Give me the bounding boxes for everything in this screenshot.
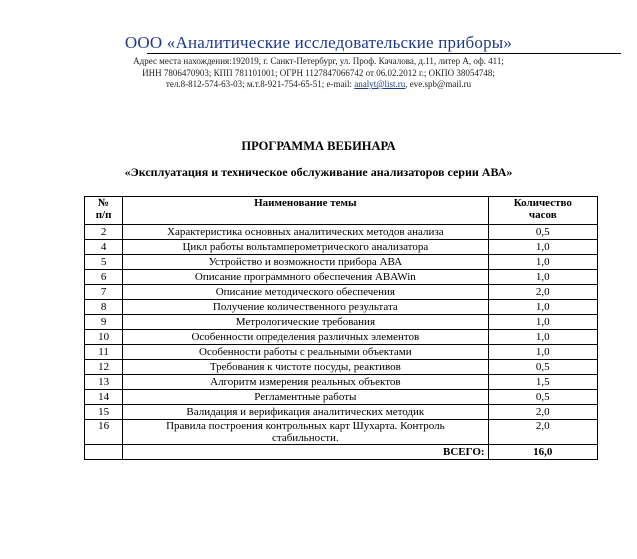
row-number: 13 xyxy=(85,375,123,390)
column-header-hours-line2: часов xyxy=(528,209,557,221)
row-number: 10 xyxy=(85,330,123,345)
row-topic-line1: Правила построения контрольных карт Шухарта. Контроль xyxy=(166,420,445,432)
contact-line xyxy=(0,79,637,91)
row-number: 4 xyxy=(85,240,123,255)
column-header-hours xyxy=(488,197,597,225)
table-row xyxy=(85,330,598,345)
total-label: ВСЕГО: xyxy=(123,445,488,460)
row-number: 7 xyxy=(85,285,123,300)
address-line: Адрес места нахождения:192019, г. Санкт-Петербург, ул. Проф. Качалова, д.11, литер А, оф. 411; xyxy=(133,56,504,66)
row-hours: 2,0 xyxy=(488,420,597,445)
column-header-number xyxy=(85,197,123,225)
contact-prefix: тел.8-812-574-63-03; м.т.8-921-754-65-51; e-mail: xyxy=(165,79,353,89)
column-header-hours-line1: Количество xyxy=(513,197,572,209)
document-title: ПРОГРАММА ВЕБИНАРА xyxy=(241,139,396,153)
row-number: 16 xyxy=(85,420,123,445)
row-hours: 1,0 xyxy=(488,255,597,270)
email-link-1[interactable]: analyt@list.ru xyxy=(354,79,406,89)
table-row xyxy=(85,420,598,445)
table-row xyxy=(85,240,598,255)
row-hours: 1,0 xyxy=(488,300,597,315)
row-hours: 1,0 xyxy=(488,345,597,360)
table-row xyxy=(85,285,598,300)
row-number: 6 xyxy=(85,270,123,285)
row-number: 14 xyxy=(85,390,123,405)
table-row xyxy=(85,405,598,420)
header-divider xyxy=(147,53,621,54)
table-header-row xyxy=(85,197,598,225)
row-topic: Особенности определения различных элементов xyxy=(123,330,488,345)
row-topic: Алгоритм измерения реальных объектов xyxy=(123,375,488,390)
row-topic: Валидация и верификация аналитических методик xyxy=(123,405,488,420)
total-value: 16,0 xyxy=(488,445,597,460)
email-link-2[interactable]: eve.spb@mail.ru xyxy=(409,79,472,89)
row-number: 8 xyxy=(85,300,123,315)
row-hours: 1,0 xyxy=(488,330,597,345)
table-row xyxy=(85,300,598,315)
table-row xyxy=(85,225,598,240)
registry-line: ИНН 7806470903; КПП 781101001; ОГРН 1127847066742 от 06.02.2012 г.; ОКПО 38054748; xyxy=(142,67,495,78)
row-topic: Цикл работы вольтамперометрического анализатора xyxy=(123,240,488,255)
row-hours: 0,5 xyxy=(488,390,597,405)
column-header-topic: Наименование темы xyxy=(123,197,488,225)
row-hours: 2,0 xyxy=(488,405,597,420)
row-hours: 1,0 xyxy=(488,315,597,330)
table-row xyxy=(85,390,598,405)
row-hours: 0,5 xyxy=(488,225,597,240)
table-row xyxy=(85,270,598,285)
row-hours: 1,0 xyxy=(488,270,597,285)
row-topic: Метрологические требования xyxy=(123,315,488,330)
table-row xyxy=(85,315,598,330)
document-subtitle: «Эксплуатация и техническое обслуживание анализаторов серии АВА» xyxy=(124,165,513,179)
row-topic: Особенности работы с реальными объектами xyxy=(123,345,488,360)
column-header-number-line2: п/п xyxy=(95,209,112,221)
row-number: 15 xyxy=(85,405,123,420)
organization-name: ООО «Аналитические исследовательские приборы» xyxy=(124,33,513,52)
row-topic: Получение количественного результата xyxy=(123,300,488,315)
table-row xyxy=(85,255,598,270)
row-topic: Требования к чистоте посуды, реактивов xyxy=(123,360,488,375)
table-row xyxy=(85,345,598,360)
row-topic-line2: стабильности. xyxy=(272,432,339,444)
table-total-row xyxy=(85,445,598,460)
row-topic: Характеристика основных аналитических методов анализа xyxy=(123,225,488,240)
row-hours: 1,0 xyxy=(488,240,597,255)
row-topic: Описание методического обеспечения xyxy=(123,285,488,300)
row-number: 5 xyxy=(85,255,123,270)
table-row xyxy=(85,360,598,375)
column-header-number-line1: № xyxy=(98,197,110,209)
row-number: 2 xyxy=(85,225,123,240)
total-empty-cell xyxy=(85,445,123,460)
row-hours: 1,5 xyxy=(488,375,597,390)
row-topic-two-lines xyxy=(123,420,488,445)
row-number: 9 xyxy=(85,315,123,330)
row-number: 12 xyxy=(85,360,123,375)
row-hours: 0,5 xyxy=(488,360,597,375)
table-body xyxy=(85,225,598,460)
contact-separator: , xyxy=(405,79,408,89)
program-table xyxy=(84,196,598,460)
row-hours: 2,0 xyxy=(488,285,597,300)
organization-details xyxy=(0,56,637,91)
table-row xyxy=(85,375,598,390)
row-number: 11 xyxy=(85,345,123,360)
row-topic: Описание программного обеспечения ABAWin xyxy=(123,270,488,285)
row-topic: Регламентные работы xyxy=(123,390,488,405)
row-topic: Устройство и возможности прибора АВА xyxy=(123,255,488,270)
